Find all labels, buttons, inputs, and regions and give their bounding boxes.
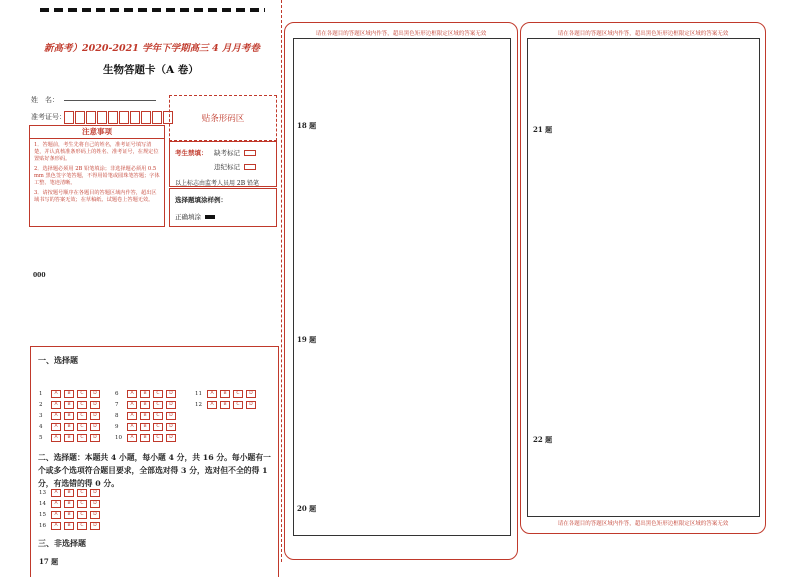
panel-hint-top: 请在各题目的答题区域内作答，超出黑色矩形边框限定区域的答案无效 — [315, 31, 487, 37]
stray-mark: 000 — [33, 272, 46, 279]
id-boxes[interactable] — [64, 111, 174, 124]
choice-row-11[interactable]: 11 A B C D — [195, 390, 259, 398]
section2-description: 二、选择题：本题共 4 小题，每小题 4 分，共 16 分。每小题有一个或多个选项符合题目要求，全部选对得 3 分，选对但不全的得 1 分，有选错的得 0 分。 — [38, 453, 271, 488]
choice-section — [30, 346, 279, 577]
choice-row-1[interactable]: 1 A B C D — [39, 390, 103, 398]
notice-box — [29, 125, 165, 227]
section3-title: 三、非选择题 — [38, 538, 86, 548]
id-box[interactable] — [108, 111, 118, 124]
id-box[interactable] — [75, 111, 85, 124]
answer-area-21-22[interactable] — [527, 38, 760, 517]
choice-row-9[interactable]: 9 A B C D — [115, 423, 179, 431]
column-separator — [281, 0, 282, 562]
choice-row-6[interactable]: 6 A B C D — [115, 390, 179, 398]
notice-title: 注意事项 — [30, 126, 164, 139]
id-box[interactable] — [64, 111, 74, 124]
violation-label: 违纪标记 — [214, 163, 240, 171]
choice-row-15[interactable]: 15 A B C D — [39, 511, 103, 519]
id-box[interactable] — [86, 111, 96, 124]
id-box[interactable] — [130, 111, 140, 124]
notice-item: 3．请按题号顺序在各题目的答题区域内作答，超出区域书写的答案无效；在草稿纸、试题卷上答题无效。 — [34, 190, 157, 203]
answer-panel-right — [520, 22, 766, 534]
sample-box — [169, 188, 277, 227]
question-20-label: 20 题 — [297, 504, 317, 513]
choice-row-3[interactable]: 3 A B C D — [39, 412, 103, 420]
question-17-label: 17 题 — [39, 557, 59, 566]
choice-row-14[interactable]: 14 A B C D — [39, 500, 103, 508]
absent-mark — [214, 148, 256, 157]
id-label: 准考证号： — [31, 113, 66, 121]
question-22-label: 22 题 — [533, 435, 553, 444]
name-field[interactable] — [64, 100, 156, 101]
sample-label: 选择题填涂样例： — [175, 196, 227, 204]
panel-hint-top: 请在各题目的答题区域内作答，超出黑色矩形边框限定区域的答案无效 — [557, 31, 729, 37]
notice-item: 2．选择题必须用 2B 铅笔填涂；非选择题必须用 0.5 mm 黑色签字笔答题，不得用铅笔或圆珠笔答题；字体工整、笔迹清晰。 — [34, 166, 160, 186]
choice-row-16[interactable]: 16 A B C D — [39, 522, 103, 530]
id-box[interactable] — [152, 111, 162, 124]
id-box[interactable] — [97, 111, 107, 124]
answer-area-18-20[interactable] — [293, 38, 511, 536]
id-box[interactable] — [141, 111, 151, 124]
question-18-label: 18 题 — [297, 121, 317, 130]
barcode-area — [169, 95, 277, 141]
sample-correct-label: 正确填涂 — [175, 213, 201, 221]
choice-row-13[interactable]: 13 A B C D — [39, 489, 103, 497]
absent-label: 缺考标记 — [214, 149, 240, 157]
violation-mark — [214, 162, 256, 171]
panel-hint-bottom: 请在各题目的答题区域内作答，超出黑色矩形边框限定区域的答案无效 — [557, 521, 729, 527]
answer-panel-middle — [284, 22, 518, 560]
status-label: 考生禁填： — [175, 149, 208, 157]
choice-row-4[interactable]: 4 A B C D — [39, 423, 103, 431]
status-note: 以上标志由监考人员用 2B 铅笔 — [175, 180, 260, 187]
card-title: 生物答题卡（A 卷） — [103, 64, 199, 76]
name-label: 姓 名： — [31, 96, 59, 104]
sample-correct — [175, 212, 215, 221]
absent-box[interactable] — [244, 150, 256, 156]
choice-row-12[interactable]: 12 A B C D — [195, 401, 259, 409]
choice-row-10[interactable]: 10 A B C D — [115, 434, 179, 442]
choice-row-7[interactable]: 7 A B C D — [115, 401, 179, 409]
section1-title: 一、选择题 — [38, 355, 78, 365]
notice-item: 1．答题前，考生先将自己的姓名，准考证号填写清楚，并认真核准条形码上的姓名、准考证号，在规定位置贴好条形码。 — [34, 142, 159, 162]
filled-mark-icon — [205, 215, 215, 219]
choice-row-2[interactable]: 2 A B C D — [39, 401, 103, 409]
choice-row-5[interactable]: 5 A B C D — [39, 434, 103, 442]
header-dash-bar — [40, 8, 265, 12]
id-box[interactable] — [119, 111, 129, 124]
choice-row-8[interactable]: 8 A B C D — [115, 412, 179, 420]
barcode-label: 贴条形码区 — [201, 114, 245, 124]
question-19-label: 19 题 — [297, 335, 317, 344]
question-21-label: 21 题 — [533, 125, 553, 134]
exam-title: 新高考）2020-2021 学年下学期高三 4 月月考卷 — [44, 43, 260, 54]
violation-box[interactable] — [244, 164, 256, 170]
status-box — [169, 141, 277, 187]
